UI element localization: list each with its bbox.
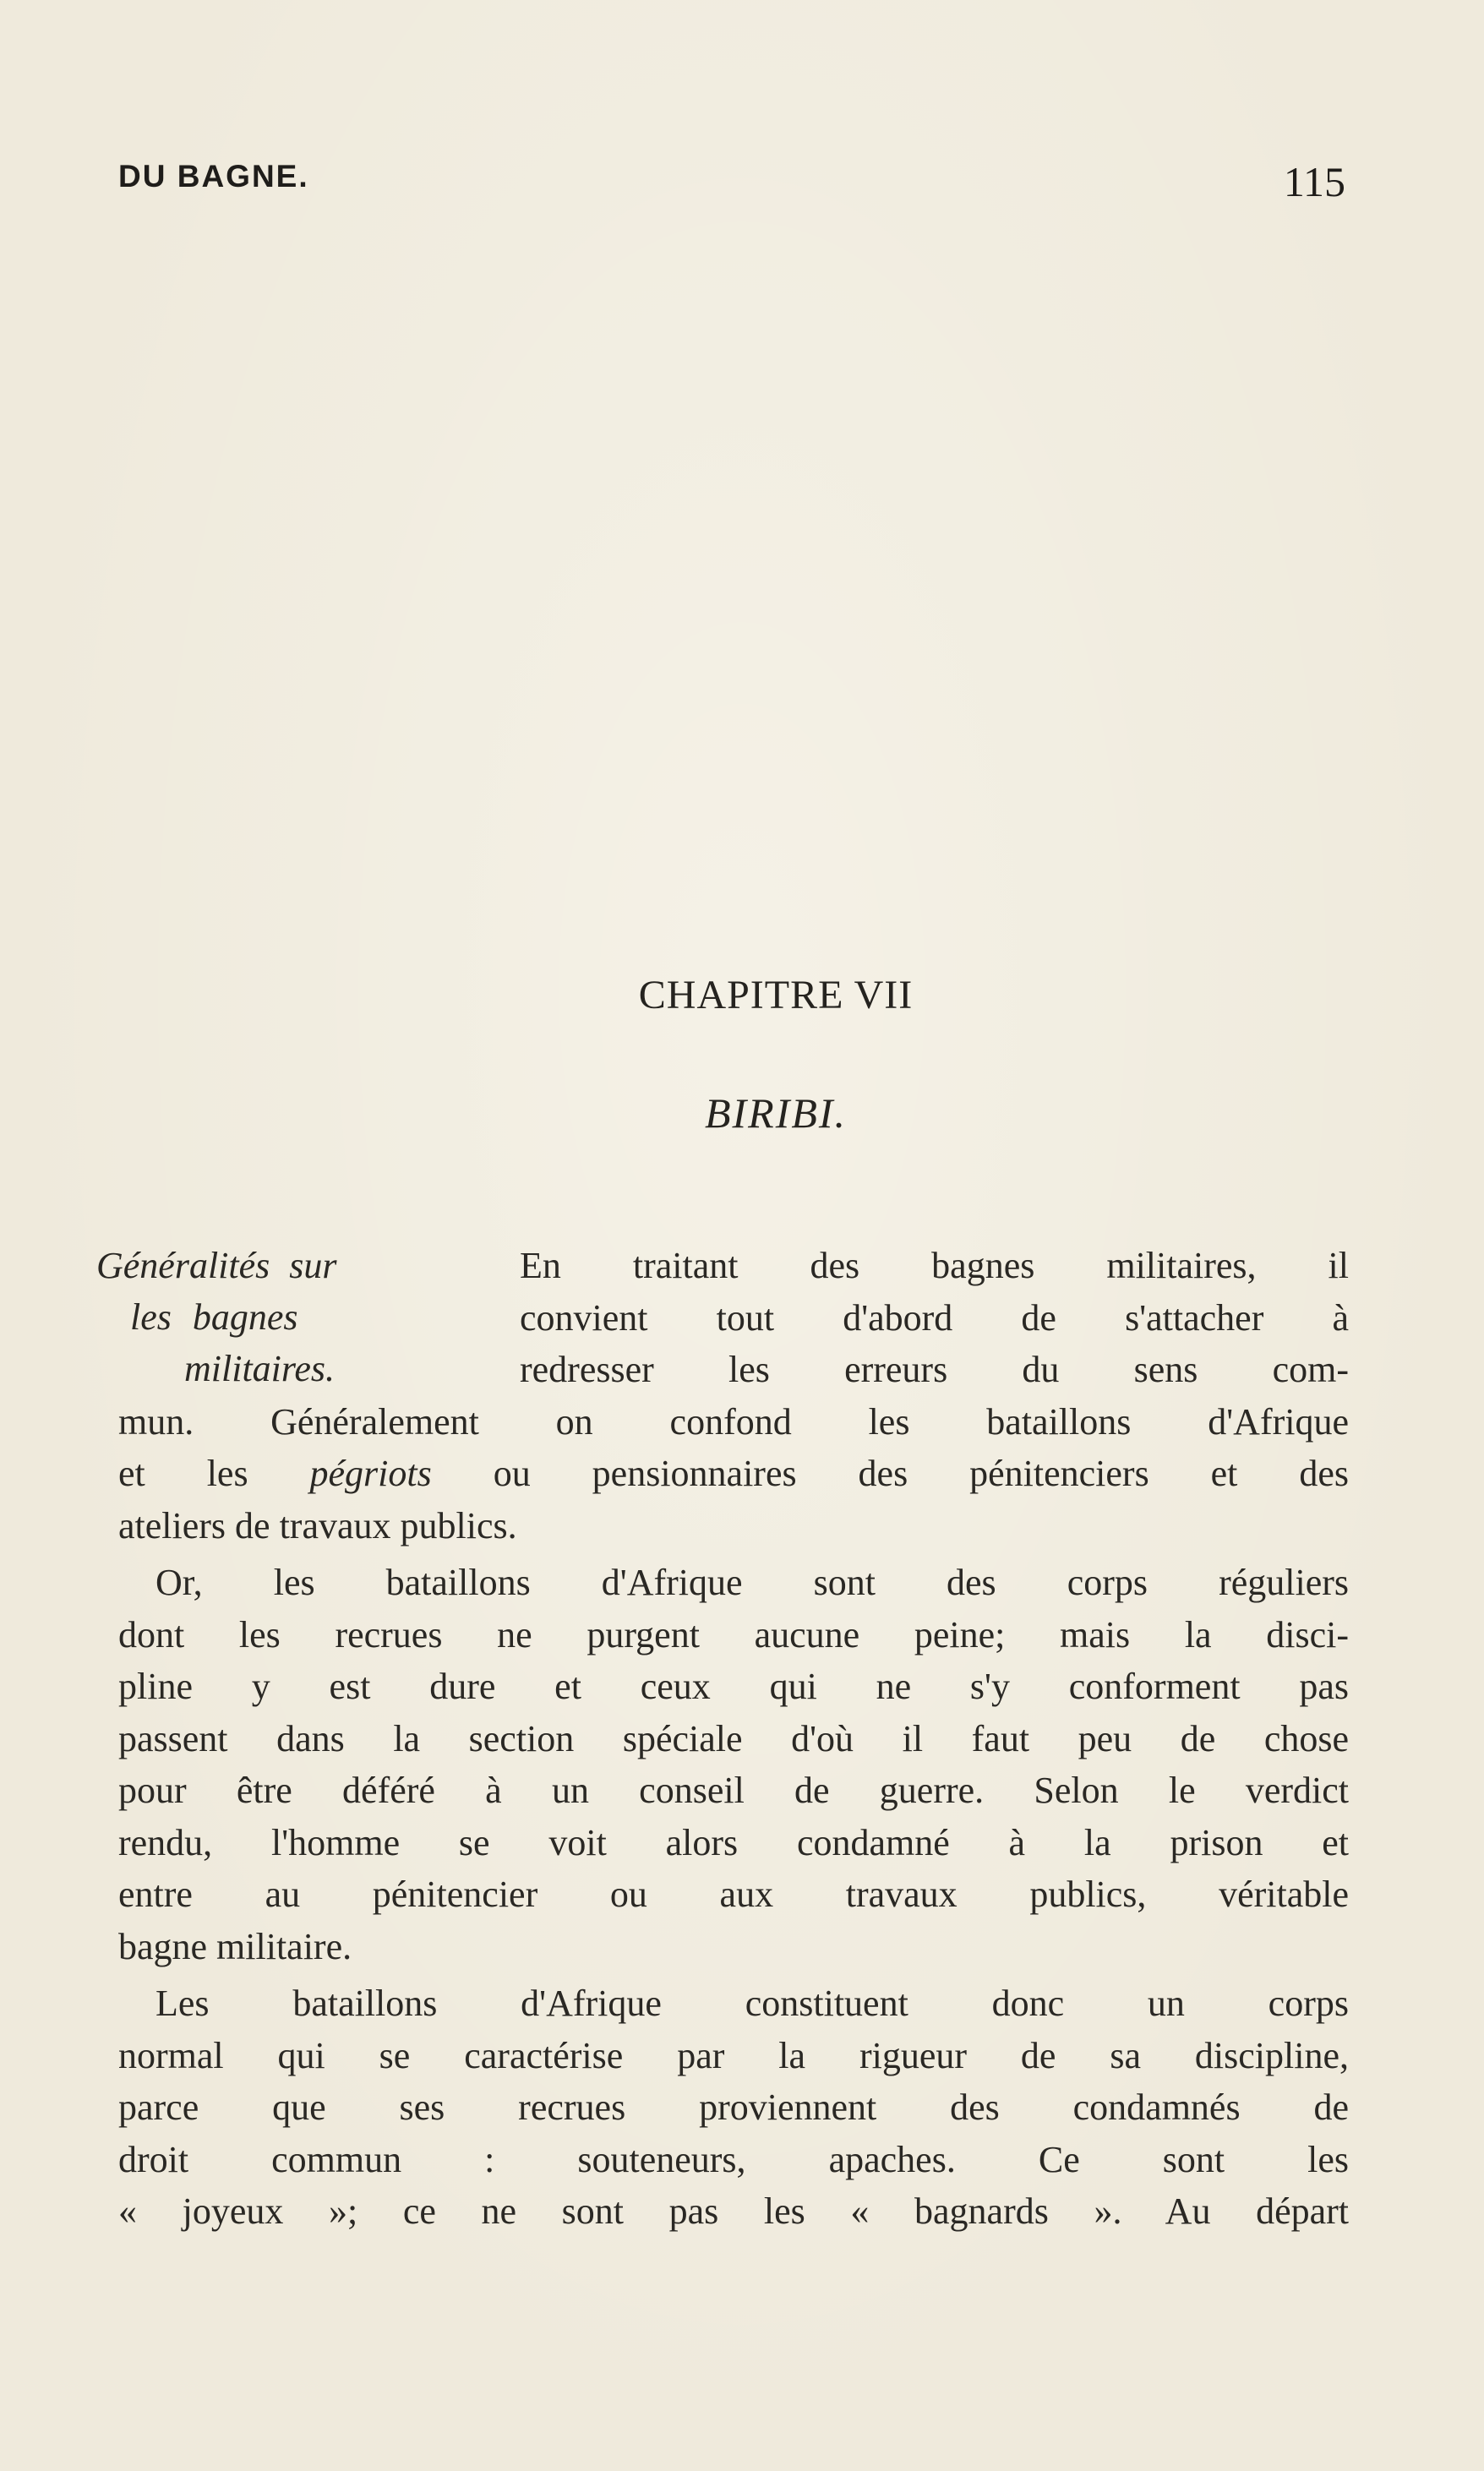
text-line: En traitant des bagnes militaires, il: [520, 1245, 1349, 1286]
text-line: mun. Généralement on confond les bataillons d'Afrique: [118, 1400, 1349, 1443]
text-line: Les bataillons d'Afrique constituent donc un corps: [155, 1983, 1349, 2024]
chapter-subtitle: BIRIBI.: [704, 1089, 848, 1137]
text-line: dont les recrues ne purgent aucune peine; mais la disci-: [118, 1613, 1349, 1656]
text-line: redresser les erreurs du sens com-: [520, 1349, 1349, 1390]
text-line: rendu, l'homme se voit alors condamné à la prison et: [118, 1821, 1349, 1863]
text-fragment: ou pensionnaires des pénitenciers et des: [493, 1453, 1350, 1494]
body-text: [118, 1240, 1349, 2238]
text-fragment: et les: [118, 1453, 248, 1494]
italic-term: pégriots: [309, 1453, 432, 1494]
text-line: passent dans la section spéciale d'où il faut peu de chose: [118, 1717, 1349, 1759]
running-head: DU BAGNE.: [118, 159, 309, 194]
text-line: bagne militaire.: [118, 1925, 352, 1967]
text-line: pline y est dure et ceux qui ne s'y conforment pas: [118, 1666, 1349, 1707]
text-line: Or, les bataillons d'Afrique sont des corps réguliers: [155, 1562, 1349, 1603]
text-line: entre au pénitencier ou aux travaux publics, véritable: [118, 1874, 1349, 1915]
text-line: normal qui se caractérise par la rigueur de sa discipline,: [118, 2034, 1349, 2076]
page-number: 115: [1283, 158, 1345, 205]
marginal-note-line: militaires.: [184, 1348, 336, 1389]
marginal-note-line: les bagnes: [130, 1296, 298, 1338]
text-line: « joyeux »; ce ne sont pas les « bagnards ». Au départ: [118, 2190, 1349, 2232]
text-line: parce que ses recrues proviennent des condamnés de: [118, 2086, 1349, 2128]
text-line: convient tout d'abord de s'attacher à: [520, 1296, 1349, 1339]
text-line: ateliers de travaux publics.: [118, 1504, 517, 1546]
text-line: [118, 1448, 1349, 1500]
text-line: pour être déféré à un conseil de guerre. Selon le verdict: [118, 1770, 1349, 1811]
text-line: droit commun : souteneurs, apaches. Ce sont les: [118, 2138, 1349, 2180]
chapter-title: CHAPITRE VII: [638, 973, 914, 1017]
marginal-note-line: Généralités sur: [96, 1245, 337, 1286]
